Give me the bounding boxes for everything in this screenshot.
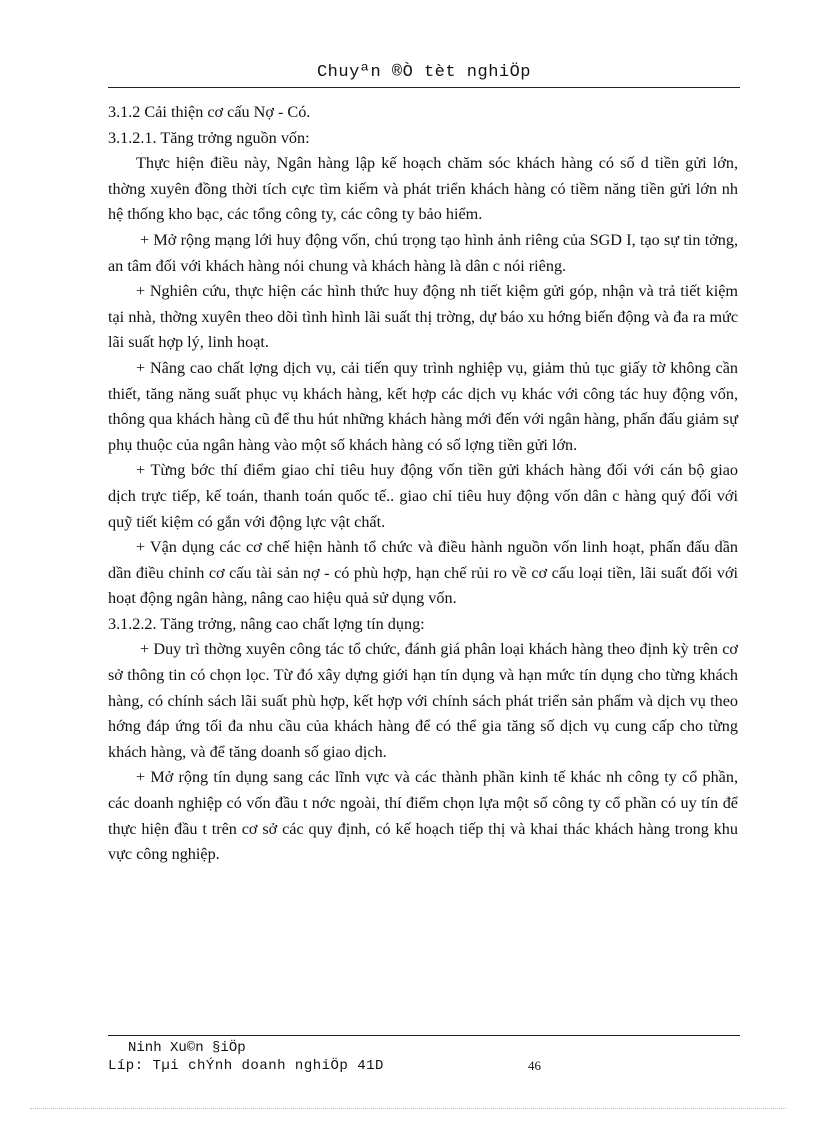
paragraph: + Mở rộng tín dụng sang các lĩnh vực và các thành phần kinh tế khác nh công ty cổ phần, các doanh nghiệp có vốn đầu t nớc ngoài, thí điểm chọn lựa một số công ty cổ phần có uy tín để thực hiện đầu t trên cơ sở các quy định, có kế hoạch tiếp thị và khai thác khách hàng trong khu vực công nghiệp. [108,768,738,864]
footer-author: Ninh Xu©n §iÖp [128,1040,246,1056]
footer-class: Líp: Tµi chÝnh doanh nghiÖp 41D [108,1058,384,1074]
page-number: 46 [528,1058,541,1073]
paragraph: + Nghiên cứu, thực hiện các hình thức huy động nh tiết kiệm gửi góp, nhận và trả tiết kiệm tại nhà, thờng xuyên theo dõi tình hình lãi suất thị trờng, dự báo xu hớng biến động và đa ra mức lãi suất hợp lý, linh hoạt. [108,282,738,352]
section-heading-3-1-2-2: 3.1.2.2. Tăng trởng, nâng cao chất lợng tín dụng: [108,614,425,633]
page-header-title: Chuyªn ®Ò tèt nghiÖp [316,63,532,82]
footer-divider [108,1035,740,1036]
paragraph: + Vận dụng các cơ chế hiện hành tổ chức và điều hành nguồn vốn linh hoạt, phấn đấu dần dần điều chỉnh cơ cấu tài sản nợ - có phù hợp, hạn chế rủi ro về cơ cấu loại tiền, lãi suất đối với hoạt động ngân hàng, nâng cao hiệu quả sử dụng vốn. [108,538,738,608]
paragraph: + Nâng cao chất lợng dịch vụ, cải tiến quy trình nghiệp vụ, giảm thủ tục giấy tờ không cần thiết, tăng năng suất phục vụ khách hàng, kết hợp các dịch vụ khác với công tác huy động vốn, thông qua khách hàng cũ để thu hút những khách hàng mới đến với ngân hàng, phấn đấu giảm sự phụ thuộc của ngân hàng vào một số khách hàng có số lợng tiền gửi lớn. [108,358,738,454]
document-body [108,100,738,868]
section-heading-3-1-2-1: 3.1.2.1. Tăng trởng nguồn vốn: [108,128,310,147]
header-divider [108,87,740,88]
paragraph: + Mở rộng mạng lới huy động vốn, chú trọng tạo hình ảnh riêng của SGD I, tạo sự tin tởng, an tâm đối với khách hàng nói chung và khách hàng là dân c nói riêng. [108,230,738,275]
paragraph: + Từng bớc thí điểm giao chỉ tiêu huy động vốn tiền gửi khách hàng đối với cán bộ giao dịch trực tiếp, kế toán, thanh toán quốc tế.. giao chỉ tiêu huy động vốn dân c hàng quý đối với quỹ tiết kiệm có gắn với động lực vật chất. [108,461,738,531]
section-heading-3-1-2: 3.1.2 Cải thiện cơ cấu Nợ - Có. [108,103,311,121]
paragraph: + Duy trì thờng xuyên công tác tổ chức, đánh giá phân loại khách hàng theo định kỳ trên cơ sở thông tin có chọn lọc. Từ đó xây dựng giới hạn tín dụng và hạn mức tín dụng cho từng khách hàng, có chính sách lãi suất phù hợp, kết hợp với chính sách phát triển sản phẩm và dịch vụ theo hớng đáp ứng tối đa nhu cầu của khách hàng để có thể gia tăng số dịch vụ cung cấp cho từng khách hàng, và để tăng doanh số giao dịch. [108,640,738,761]
paragraph: Thực hiện điều này, Ngân hàng lập kế hoạch chăm sóc khách hàng có số d tiền gửi lớn, thờng xuyên đồng thời tích cực tìm kiếm và phát triển khách hàng có tiềm năng tiền gửi lớn nh hệ thống kho bạc, các tổng công ty, các công ty bảo hiểm. [108,154,738,224]
page-bottom-dotted-line [30,1108,786,1109]
